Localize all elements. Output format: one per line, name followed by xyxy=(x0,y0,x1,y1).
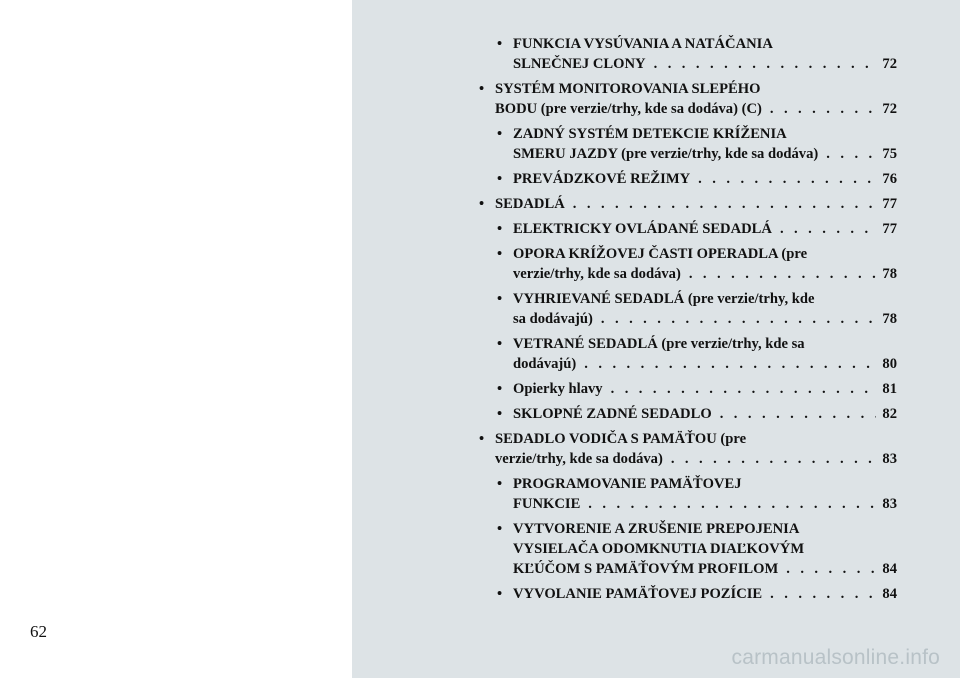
toc-page-number: 76 xyxy=(882,171,897,187)
toc-entry-title: KĽÚČOM S PAMÄŤOVÝM PROFILOM xyxy=(513,561,779,577)
toc-entry-line xyxy=(513,404,897,424)
toc-entry-line xyxy=(513,309,897,329)
toc-entry[interactable] xyxy=(495,379,897,399)
bullet-icon: • xyxy=(497,336,503,352)
toc-entry-title: Opierky hlavy xyxy=(513,381,603,397)
toc-entry-line: PROGRAMOVANIE PAMÄŤOVEJ xyxy=(513,476,742,492)
toc-entry-line xyxy=(513,559,897,579)
toc-page-number: 72 xyxy=(882,56,897,72)
dot-leader xyxy=(573,194,877,214)
dot-leader xyxy=(826,144,876,164)
toc-entry-title: SMERU JAZDY (pre verzie/trhy, kde sa dodáva) xyxy=(513,146,819,162)
toc-page-number: 78 xyxy=(882,266,897,282)
bullet-icon: • xyxy=(479,81,485,97)
bullet-icon: • xyxy=(497,171,503,187)
toc-entry-line xyxy=(513,379,897,399)
dot-leader xyxy=(671,449,877,469)
toc-entry-line xyxy=(513,169,897,189)
toc-entry-title: SEDADLÁ xyxy=(495,196,565,212)
toc-entry-title: sa dodávajú) xyxy=(513,311,593,327)
toc-entry-line xyxy=(513,584,897,604)
toc-entry-title: BODU (pre verzie/trhy, kde sa dodáva) (C) xyxy=(495,101,762,117)
dot-leader xyxy=(584,354,876,374)
toc-page-number: 84 xyxy=(882,561,897,577)
toc-entry[interactable] xyxy=(477,429,897,469)
dot-leader xyxy=(770,584,876,604)
toc-page-number: 81 xyxy=(882,381,897,397)
dot-leader xyxy=(786,559,876,579)
toc-entry-line xyxy=(513,354,897,374)
toc-entry[interactable] xyxy=(495,334,897,374)
table-of-contents xyxy=(477,34,897,609)
left-page xyxy=(0,0,352,678)
toc-entry-line: ZADNÝ SYSTÉM DETEKCIE KRÍŽENIA xyxy=(513,126,787,142)
toc-page-number: 84 xyxy=(882,586,897,602)
bullet-icon: • xyxy=(497,246,503,262)
bullet-icon: • xyxy=(497,221,503,237)
toc-entry-line: VETRANÉ SEDADLÁ (pre verzie/trhy, kde sa xyxy=(513,336,805,352)
bullet-icon: • xyxy=(479,196,485,212)
dot-leader xyxy=(654,54,877,74)
toc-entry-line: SEDADLO VODIČA S PAMÄŤOU (pre xyxy=(495,431,747,447)
toc-entry-title: verzie/trhy, kde sa dodáva) xyxy=(513,266,681,282)
dot-leader xyxy=(698,169,876,189)
watermark: carmanualsonline.info xyxy=(731,646,940,669)
toc-entry-line: VYTVORENIE A ZRUŠENIE PREPOJENIA xyxy=(513,521,800,537)
toc-page-number: 82 xyxy=(882,406,897,422)
toc-entry[interactable] xyxy=(495,124,897,164)
bullet-icon: • xyxy=(479,431,485,447)
toc-entry[interactable] xyxy=(495,404,897,424)
toc-entry[interactable] xyxy=(477,194,897,214)
toc-entry[interactable] xyxy=(495,244,897,284)
toc-entry-line xyxy=(513,494,897,514)
dot-leader xyxy=(770,99,877,119)
page-number: 62 xyxy=(30,622,47,641)
toc-entry-line xyxy=(513,54,897,74)
toc-entry-line xyxy=(513,264,897,284)
toc-entry-line: OPORA KRÍŽOVEJ ČASTI OPERADLA (pre xyxy=(513,246,808,262)
toc-entry-line xyxy=(495,449,897,469)
toc-entry-line xyxy=(513,144,897,164)
toc-entry-line: FUNKCIA VYSÚVANIA A NATÁČANIA xyxy=(513,36,773,52)
toc-entry[interactable] xyxy=(495,474,897,514)
dot-leader xyxy=(601,309,877,329)
toc-entry-title: verzie/trhy, kde sa dodáva) xyxy=(495,451,663,467)
bullet-icon: • xyxy=(497,126,503,142)
toc-page-number: 83 xyxy=(882,496,897,512)
toc-entry[interactable] xyxy=(495,289,897,329)
toc-entry-title: SKLOPNÉ ZADNÉ SEDADLO xyxy=(513,406,712,422)
toc-entry-title: SLNEČNEJ CLONY xyxy=(513,56,646,72)
toc-page-number: 72 xyxy=(882,101,897,117)
toc-entry[interactable] xyxy=(477,79,897,119)
dot-leader xyxy=(611,379,877,399)
bullet-icon: • xyxy=(497,586,503,602)
toc-entry-title: ELEKTRICKY OVLÁDANÉ SEDADLÁ xyxy=(513,221,772,237)
toc-entry[interactable] xyxy=(495,219,897,239)
dot-leader xyxy=(689,264,877,284)
bullet-icon: • xyxy=(497,406,503,422)
toc-entry[interactable] xyxy=(495,584,897,604)
toc-entry-line: SYSTÉM MONITOROVANIA SLEPÉHO xyxy=(495,81,761,97)
toc-entry-title: dodávajú) xyxy=(513,356,577,372)
toc-entry[interactable] xyxy=(495,519,897,579)
bullet-icon: • xyxy=(497,381,503,397)
bullet-icon: • xyxy=(497,291,503,307)
toc-entry-line: VYSIELAČA ODOMKNUTIA DIAĽKOVÝM xyxy=(513,541,805,557)
toc-entry-line xyxy=(513,219,897,239)
dot-leader xyxy=(720,404,877,424)
toc-page-number: 77 xyxy=(882,196,897,212)
dot-leader xyxy=(588,494,876,514)
toc-entry[interactable] xyxy=(495,169,897,189)
bullet-icon: • xyxy=(497,36,503,52)
toc-page-number: 83 xyxy=(882,451,897,467)
bullet-icon: • xyxy=(497,521,503,537)
toc-entry-line xyxy=(495,99,897,119)
toc-entry[interactable] xyxy=(495,34,897,74)
toc-page-number: 78 xyxy=(882,311,897,327)
toc-page-number: 80 xyxy=(882,356,897,372)
dot-leader xyxy=(780,219,876,239)
toc-page-number: 77 xyxy=(882,221,897,237)
toc-entry-line xyxy=(495,194,897,214)
right-page xyxy=(352,0,960,678)
toc-entry-title: PREVÁDZKOVÉ REŽIMY xyxy=(513,171,691,187)
toc-entry-title: VYVOLANIE PAMÄŤOVEJ POZÍCIE xyxy=(513,586,763,602)
toc-entry-title: FUNKCIE xyxy=(513,496,581,512)
toc-page-number: 75 xyxy=(882,146,897,162)
bullet-icon: • xyxy=(497,476,503,492)
toc-entry-line: VYHRIEVANÉ SEDADLÁ (pre verzie/trhy, kde xyxy=(513,291,815,307)
